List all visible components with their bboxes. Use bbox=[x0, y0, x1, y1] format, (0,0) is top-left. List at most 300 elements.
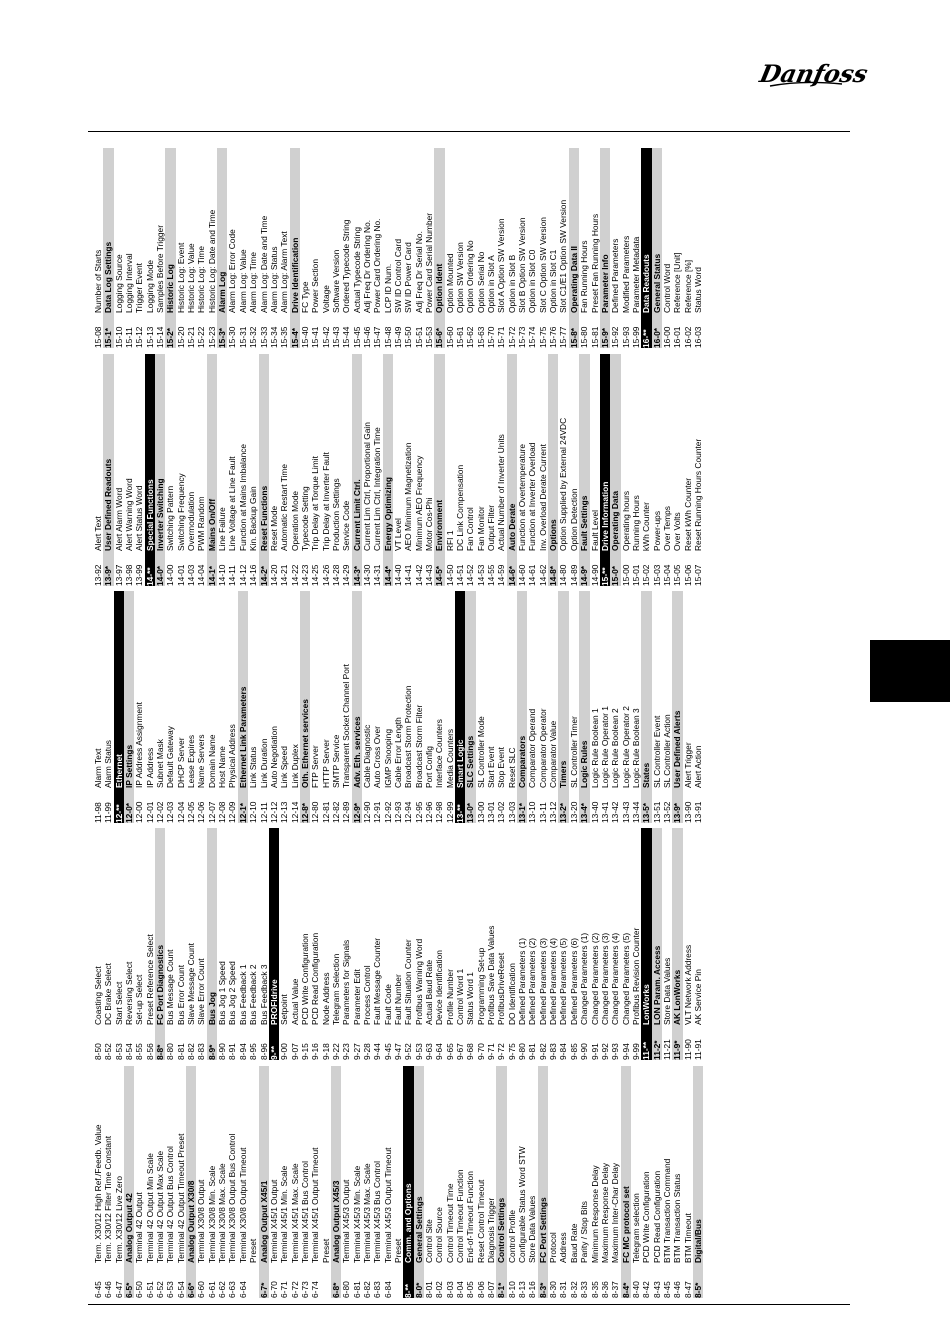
parameter-label: Auto Derate bbox=[506, 503, 517, 551]
group-heading bbox=[414, 1066, 424, 1298]
parameter-number: 15-63 bbox=[475, 326, 486, 348]
parameter-number: 14-16 bbox=[248, 564, 259, 586]
parameter-number: 14-59 bbox=[496, 564, 507, 586]
parameter-label: Logic Rule Operator 2 bbox=[620, 706, 631, 788]
parameter-number: 8-0* bbox=[413, 1282, 424, 1298]
parameter-label: Domain Name bbox=[206, 734, 217, 788]
parameter-label: Alarm Log: Status bbox=[268, 246, 279, 313]
parameter-row bbox=[455, 148, 465, 348]
parameter-label: Power-ups bbox=[651, 510, 662, 551]
parameter-number: 15-** bbox=[599, 567, 610, 586]
parameter-label: Fault Level bbox=[589, 510, 600, 551]
parameter-label: Alert Status Word bbox=[134, 485, 145, 551]
parameter-label: Option in Slot C0 bbox=[527, 249, 538, 313]
parameter-number: 12-91 bbox=[372, 801, 383, 823]
parameter-label: Diagnosis Trigger bbox=[486, 1197, 497, 1263]
parameter-number: 9-65 bbox=[444, 1043, 455, 1060]
parameter-column-2 bbox=[93, 828, 703, 1060]
parameter-label: Historic Log: Time bbox=[196, 245, 207, 313]
parameter-number: 13-4* bbox=[579, 802, 590, 823]
parameter-number: 12-10 bbox=[248, 801, 259, 823]
parameter-number: 8-4* bbox=[620, 1282, 631, 1298]
parameter-row bbox=[290, 828, 300, 1060]
parameter-number: 14-12 bbox=[237, 564, 248, 586]
parameter-number: 8-90 bbox=[217, 1043, 228, 1060]
parameter-number: 8-3* bbox=[537, 1282, 548, 1298]
group-heading bbox=[238, 591, 248, 823]
parameter-row bbox=[321, 591, 331, 823]
parameter-row bbox=[476, 591, 486, 823]
parameter-number: 15-76 bbox=[548, 326, 559, 348]
parameter-label: Historic Log bbox=[165, 264, 176, 313]
parameter-row bbox=[321, 148, 331, 348]
parameter-number: 15-49 bbox=[392, 326, 403, 348]
parameter-row bbox=[362, 591, 372, 823]
parameter-number: 16-00 bbox=[661, 326, 672, 348]
parameter-number: 15-10 bbox=[113, 326, 124, 348]
parameter-row bbox=[517, 828, 527, 1060]
parameter-row bbox=[269, 1066, 279, 1298]
chapter-heading bbox=[114, 591, 124, 823]
parameter-label: BTM Transaction Command bbox=[661, 1158, 672, 1263]
parameter-label: Link Status bbox=[248, 746, 259, 788]
parameter-number: 8-32 bbox=[568, 1281, 579, 1298]
parameter-label: Line Voltage at Line Fault bbox=[227, 456, 238, 551]
parameter-label: Switching Pattern bbox=[165, 485, 176, 551]
parameter-label: Coasting Select bbox=[93, 966, 103, 1025]
parameter-label: Changed Parameters (4) bbox=[610, 932, 621, 1025]
parameter-label: Actual Baud Rate bbox=[424, 959, 434, 1025]
parameter-number: 14-21 bbox=[279, 564, 290, 586]
parameter-row bbox=[321, 1066, 331, 1298]
parameter-label: Profibus Warning Word bbox=[413, 938, 424, 1025]
parameter-number: 12-11 bbox=[258, 802, 269, 823]
parameter-label: SLC Settings bbox=[465, 735, 476, 788]
parameter-row bbox=[517, 354, 527, 586]
parameter-label: Terminal X45/1 Min. Scale bbox=[279, 1165, 290, 1263]
parameter-label: DO Identification bbox=[506, 963, 517, 1025]
parameter-label: Telegram Selection bbox=[330, 953, 341, 1025]
parameter-row bbox=[569, 354, 579, 586]
parameter-number: 15-70 bbox=[486, 326, 497, 348]
parameter-label: IGMP Snooping bbox=[382, 729, 393, 788]
parameter-label: Cable Error Length bbox=[392, 717, 403, 788]
parameter-label: Physical Address bbox=[227, 724, 238, 788]
parameter-row bbox=[300, 148, 310, 348]
parameter-number: 9-81 bbox=[527, 1043, 538, 1060]
parameter-label: Interface Counters bbox=[434, 719, 445, 788]
parameter-row bbox=[341, 354, 351, 586]
parameter-label: kWh Counter bbox=[641, 502, 652, 551]
parameter-row bbox=[248, 828, 258, 1060]
parameter-label: Logging Interval bbox=[124, 253, 135, 313]
parameter-number: 9-64 bbox=[434, 1043, 445, 1060]
parameter-number: 8-91 bbox=[227, 1043, 238, 1060]
parameter-number: 8-04 bbox=[455, 1281, 466, 1298]
parameter-row bbox=[238, 1066, 248, 1298]
parameter-label: Reset Control Timeout bbox=[475, 1179, 486, 1263]
parameter-label: HTTP Server bbox=[320, 739, 331, 788]
parameter-label: Option in Slot B bbox=[506, 254, 517, 313]
parameter-label: Terminal 42 Output bbox=[134, 1192, 145, 1263]
parameter-label: FC MC protocol set bbox=[620, 1186, 631, 1263]
parameter-row bbox=[672, 354, 682, 586]
parameter-row bbox=[662, 828, 672, 1060]
parameter-number: 8-45 bbox=[661, 1281, 672, 1298]
parameter-label: Profibus Revision Counter bbox=[630, 927, 641, 1025]
group-heading bbox=[124, 591, 134, 823]
parameter-row bbox=[310, 828, 320, 1060]
group-heading bbox=[672, 591, 682, 823]
parameter-row bbox=[600, 1066, 610, 1298]
parameter-number: 8-36 bbox=[599, 1281, 610, 1298]
parameter-number: 14-4* bbox=[382, 565, 393, 586]
parameter-label: PCD Read Configuration bbox=[310, 932, 321, 1025]
parameter-number: 12-05 bbox=[186, 801, 197, 823]
parameter-label: Host Name bbox=[217, 746, 228, 788]
parameter-label: Logic Rule Boolean 3 bbox=[630, 708, 641, 788]
parameter-label: Power Section bbox=[310, 259, 321, 313]
parameter-row bbox=[465, 354, 475, 586]
parameter-label: BTM Timeout bbox=[682, 1213, 693, 1263]
parameter-label: Store Data Values bbox=[527, 1195, 538, 1263]
parameter-row bbox=[362, 148, 372, 348]
parameter-label: LonWorks bbox=[641, 984, 652, 1025]
parameter-number: 11-99 bbox=[103, 802, 114, 823]
parameter-label: LCP ID Num. bbox=[382, 263, 393, 313]
parameter-row bbox=[103, 828, 113, 1060]
parameter-row bbox=[383, 591, 393, 823]
parameter-row bbox=[600, 591, 610, 823]
parameter-number: 15-71 bbox=[496, 326, 507, 348]
parameter-label: Alert Action bbox=[692, 745, 703, 788]
parameter-number: 15-23 bbox=[206, 326, 217, 348]
group-heading bbox=[558, 591, 568, 823]
parameter-label: Fault Settings bbox=[579, 495, 590, 551]
parameter-number: 15-99 bbox=[630, 326, 641, 348]
parameter-row bbox=[331, 148, 341, 348]
parameter-row bbox=[434, 591, 444, 823]
parameter-row bbox=[569, 591, 579, 823]
parameter-number: 8-42 bbox=[641, 1281, 652, 1298]
parameter-label: Option in Slot A bbox=[486, 255, 497, 313]
parameter-label: Parameter Edit bbox=[351, 969, 362, 1025]
parameter-row bbox=[114, 1066, 124, 1298]
parameter-row bbox=[662, 1066, 672, 1298]
parameter-label: ProfibusDriveReset bbox=[496, 952, 507, 1025]
parameter-label: Reset Functions bbox=[258, 485, 269, 551]
parameter-label: Alarm Text bbox=[93, 748, 103, 788]
parameter-number: 11-9* bbox=[672, 1040, 683, 1060]
parameter-label: Parameters for Signals bbox=[341, 939, 352, 1025]
parameter-column-5 bbox=[93, 148, 703, 348]
parameter-row bbox=[300, 828, 310, 1060]
parameter-number: 12-96 bbox=[424, 801, 434, 823]
parameter-row bbox=[176, 354, 186, 586]
parameter-label: Terminal X45/1 Output bbox=[268, 1179, 279, 1263]
parameter-label: Option Serial No bbox=[475, 251, 486, 313]
parameter-number: 6-6* bbox=[186, 1282, 197, 1298]
parameter-label: SL Controller Mode bbox=[475, 716, 486, 788]
parameter-label: Special Functions bbox=[144, 479, 155, 551]
parameter-label: Stop Event bbox=[496, 747, 507, 788]
parameter-label: Ethernet Link Parameters bbox=[237, 686, 248, 788]
parameter-number: 8-9* bbox=[206, 1044, 217, 1060]
parameter-number: 15-6* bbox=[434, 327, 445, 348]
parameter-row bbox=[134, 828, 144, 1060]
group-heading bbox=[352, 591, 362, 823]
parameter-row bbox=[93, 148, 103, 348]
parameter-label: Defined Parameters (4) bbox=[548, 937, 559, 1025]
parameter-number: 15-43 bbox=[330, 326, 341, 348]
parameter-label: Control Word 1 bbox=[455, 968, 466, 1025]
parameter-number: 8-** bbox=[403, 1284, 414, 1298]
parameter-row bbox=[507, 1066, 517, 1298]
parameter-label: SW ID Control Card bbox=[392, 239, 403, 313]
parameter-number: 8-43 bbox=[651, 1281, 662, 1298]
parameter-row bbox=[103, 1066, 113, 1298]
parameter-number: 6-63 bbox=[227, 1281, 238, 1298]
parameter-row bbox=[662, 354, 672, 586]
parameter-row bbox=[683, 1066, 693, 1298]
parameter-label: Samples Before Trigger bbox=[155, 225, 166, 313]
parameter-number: 15-61 bbox=[455, 326, 466, 348]
parameter-number: 13-02 bbox=[496, 801, 507, 823]
parameter-number: 13-1* bbox=[517, 802, 528, 823]
parameter-number: 8-81 bbox=[175, 1043, 186, 1060]
parameter-number: 11-** bbox=[641, 1041, 652, 1060]
parameter-label: Changed Parameters (5) bbox=[620, 932, 631, 1025]
parameter-label: Alert Warning Word bbox=[124, 478, 135, 551]
parameter-row bbox=[300, 354, 310, 586]
parameter-number: 9-45 bbox=[382, 1043, 393, 1060]
parameter-label: Changed Parameters (2) bbox=[589, 932, 600, 1025]
parameter-row bbox=[641, 1066, 651, 1298]
parameter-label: Actual Number of Inverter Units bbox=[496, 434, 507, 551]
parameter-row bbox=[496, 828, 506, 1060]
header-rule bbox=[88, 131, 850, 132]
parameter-number: 9-92 bbox=[599, 1043, 610, 1060]
parameter-row bbox=[269, 354, 279, 586]
parameter-row bbox=[517, 148, 527, 348]
parameter-label: Setpoint bbox=[279, 994, 290, 1025]
parameter-number: 14-10 bbox=[217, 564, 228, 586]
parameter-label: Current Lim Ctrl, Integration Time bbox=[372, 427, 383, 551]
chapter-heading bbox=[269, 828, 279, 1060]
parameter-row bbox=[496, 591, 506, 823]
parameter-label: Number of Starts bbox=[93, 249, 103, 313]
parameter-label: Control Word bbox=[661, 263, 672, 313]
parameter-label: Digital/Bus bbox=[692, 1219, 703, 1263]
parameter-row bbox=[393, 591, 403, 823]
parameter-number: 9-91 bbox=[589, 1043, 600, 1060]
parameter-label: Ordered Typecode String bbox=[341, 219, 352, 313]
parameter-number: 9-07 bbox=[289, 1043, 300, 1060]
group-heading bbox=[579, 354, 589, 586]
parameter-number: 14-0* bbox=[155, 565, 166, 586]
parameter-list bbox=[93, 148, 853, 1298]
parameter-label: Trigger Event bbox=[134, 263, 145, 313]
parameter-number: 12-02 bbox=[155, 801, 166, 823]
group-heading bbox=[434, 148, 444, 348]
parameter-label: Actual Typecode String bbox=[351, 227, 362, 313]
parameter-number: 14-01 bbox=[175, 564, 186, 586]
parameter-row bbox=[310, 354, 320, 586]
parameter-number: 6-74 bbox=[310, 1281, 321, 1298]
parameter-label: Analog Output X45/1 bbox=[258, 1180, 269, 1263]
parameter-number: 9-72 bbox=[496, 1043, 507, 1060]
parameter-label: Drive Information bbox=[599, 481, 610, 551]
parameter-number: 8-54 bbox=[124, 1043, 135, 1060]
parameter-number: 8-31 bbox=[558, 1281, 569, 1298]
parameter-row bbox=[538, 591, 548, 823]
parameter-number: 15-08 bbox=[93, 326, 103, 348]
parameter-row bbox=[227, 828, 237, 1060]
parameter-number: 9-52 bbox=[403, 1043, 414, 1060]
parameter-row bbox=[279, 591, 289, 823]
parameter-row bbox=[248, 148, 258, 348]
parameter-row bbox=[527, 354, 537, 586]
parameter-number: 8-82 bbox=[186, 1043, 197, 1060]
parameter-label: AK LonWorks bbox=[672, 969, 683, 1025]
parameter-label: Slot A Option SW Version bbox=[496, 218, 507, 313]
parameter-row bbox=[558, 828, 568, 1060]
parameter-row bbox=[93, 354, 103, 586]
parameter-label: States bbox=[641, 762, 652, 788]
parameter-number: 13-52 bbox=[661, 801, 672, 823]
parameter-row bbox=[227, 354, 237, 586]
parameter-row bbox=[134, 591, 144, 823]
parameter-number: 6-70 bbox=[268, 1281, 279, 1298]
parameter-row bbox=[269, 148, 279, 348]
parameter-row bbox=[310, 148, 320, 348]
parameter-label: Comparator Operator bbox=[537, 708, 548, 788]
parameter-number: 15-3* bbox=[217, 327, 228, 348]
group-heading bbox=[507, 354, 517, 586]
group-heading bbox=[693, 1066, 703, 1298]
parameter-label: Defined Parameters (2) bbox=[527, 937, 538, 1025]
parameter-number: 9-53 bbox=[413, 1043, 424, 1060]
parameter-row bbox=[321, 828, 331, 1060]
parameter-number: 12-00 bbox=[134, 801, 145, 823]
parameter-label: VLT Network Address bbox=[682, 944, 693, 1025]
parameter-number: 16-03 bbox=[692, 326, 703, 348]
parameter-label: Reversing Select bbox=[124, 961, 135, 1025]
parameter-row bbox=[196, 354, 206, 586]
parameter-label: Automatic Restart Time bbox=[279, 463, 290, 551]
parameter-label: Defined Parameters (1) bbox=[517, 937, 528, 1025]
parameter-row bbox=[548, 1066, 558, 1298]
parameter-number: 9-16 bbox=[310, 1043, 321, 1060]
parameter-number: 13-9* bbox=[672, 802, 683, 823]
parameter-row bbox=[538, 828, 548, 1060]
parameter-label: Historic Log: Event bbox=[175, 242, 186, 313]
parameter-label: Parameter Info bbox=[599, 254, 610, 313]
parameter-number: 14-80 bbox=[558, 564, 569, 586]
parameter-label: Term. X30/12 Live Zero bbox=[113, 1175, 124, 1263]
parameter-label: Environment bbox=[434, 499, 445, 551]
parameter-row bbox=[372, 1066, 382, 1298]
parameter-label: DC Brake Select bbox=[103, 963, 114, 1025]
parameter-number: 12-80 bbox=[310, 801, 321, 823]
group-heading bbox=[103, 148, 113, 348]
parameter-number: 15-72 bbox=[506, 326, 517, 348]
parameter-label: Reset Running Hours Counter bbox=[692, 438, 703, 551]
parameter-number: 6-5* bbox=[124, 1282, 135, 1298]
parameter-number: 15-11 bbox=[124, 327, 135, 348]
parameter-label: Control Profile bbox=[506, 1209, 517, 1263]
parameter-number: 15-62 bbox=[465, 326, 476, 348]
parameter-label: Data Readouts bbox=[641, 254, 652, 313]
parameter-number: 15-04 bbox=[661, 564, 672, 586]
parameter-number: 6-64 bbox=[237, 1281, 248, 1298]
parameter-label: Control Settings bbox=[496, 1197, 507, 1263]
parameter-row bbox=[445, 1066, 455, 1298]
parameter-row bbox=[372, 591, 382, 823]
parameter-row bbox=[517, 1066, 527, 1298]
parameter-row bbox=[165, 828, 175, 1060]
parameter-number: 8-13 bbox=[517, 1281, 528, 1298]
parameter-number: 14-51 bbox=[455, 564, 466, 586]
parameter-number: 15-13 bbox=[144, 326, 155, 348]
parameter-number: 12-01 bbox=[144, 801, 155, 823]
parameter-number: 12-03 bbox=[165, 801, 176, 823]
parameter-label: Fan Running Hours bbox=[579, 240, 590, 313]
parameter-number: 8-40 bbox=[630, 1281, 641, 1298]
parameter-label: FC Port Diagnostics bbox=[155, 944, 166, 1025]
parameter-label: Link Duration bbox=[258, 738, 269, 788]
parameter-row bbox=[145, 1066, 155, 1298]
parameter-number: 14-5* bbox=[434, 565, 445, 586]
group-heading bbox=[155, 354, 165, 586]
parameter-label: Store Data Values bbox=[661, 957, 672, 1025]
parameter-row bbox=[362, 1066, 372, 1298]
parameter-row bbox=[693, 591, 703, 823]
parameter-label: Bus Message Count bbox=[165, 949, 176, 1025]
parameter-label: Running Hours bbox=[630, 495, 641, 551]
parameter-row bbox=[507, 148, 517, 348]
parameter-number: 6-53 bbox=[165, 1281, 176, 1298]
parameter-number: 6-50 bbox=[134, 1281, 145, 1298]
parameter-number: 14-26 bbox=[320, 564, 331, 586]
parameter-label: DHCP Server bbox=[175, 737, 186, 788]
parameter-label: Address bbox=[558, 1232, 569, 1263]
parameter-label: Operating hours bbox=[620, 490, 631, 551]
parameter-number: 12-93 bbox=[392, 801, 403, 823]
parameter-number: 8-56 bbox=[144, 1043, 155, 1060]
parameter-row bbox=[476, 1066, 486, 1298]
parameter-row bbox=[207, 591, 217, 823]
parameter-number: 14-60 bbox=[517, 564, 528, 586]
parameter-row bbox=[558, 354, 568, 586]
parameter-number: 8-83 bbox=[196, 1043, 207, 1060]
parameter-row bbox=[196, 828, 206, 1060]
parameter-number: 9-00 bbox=[279, 1043, 290, 1060]
parameter-row bbox=[300, 1066, 310, 1298]
parameter-label: Control Source bbox=[434, 1207, 445, 1263]
parameter-number: 13-92 bbox=[93, 564, 103, 586]
parameter-row bbox=[279, 354, 289, 586]
parameter-label: Status Word bbox=[692, 267, 703, 313]
parameter-label: Current Limit Ctrl. bbox=[351, 479, 362, 551]
parameter-row bbox=[290, 354, 300, 586]
parameter-number: 9-27 bbox=[351, 1043, 362, 1060]
parameter-number: 15-33 bbox=[258, 326, 269, 348]
parameter-row bbox=[424, 591, 434, 823]
parameter-row bbox=[134, 1066, 144, 1298]
parameter-number: 6-51 bbox=[144, 1281, 155, 1298]
parameter-label: Fault Number bbox=[392, 974, 403, 1025]
